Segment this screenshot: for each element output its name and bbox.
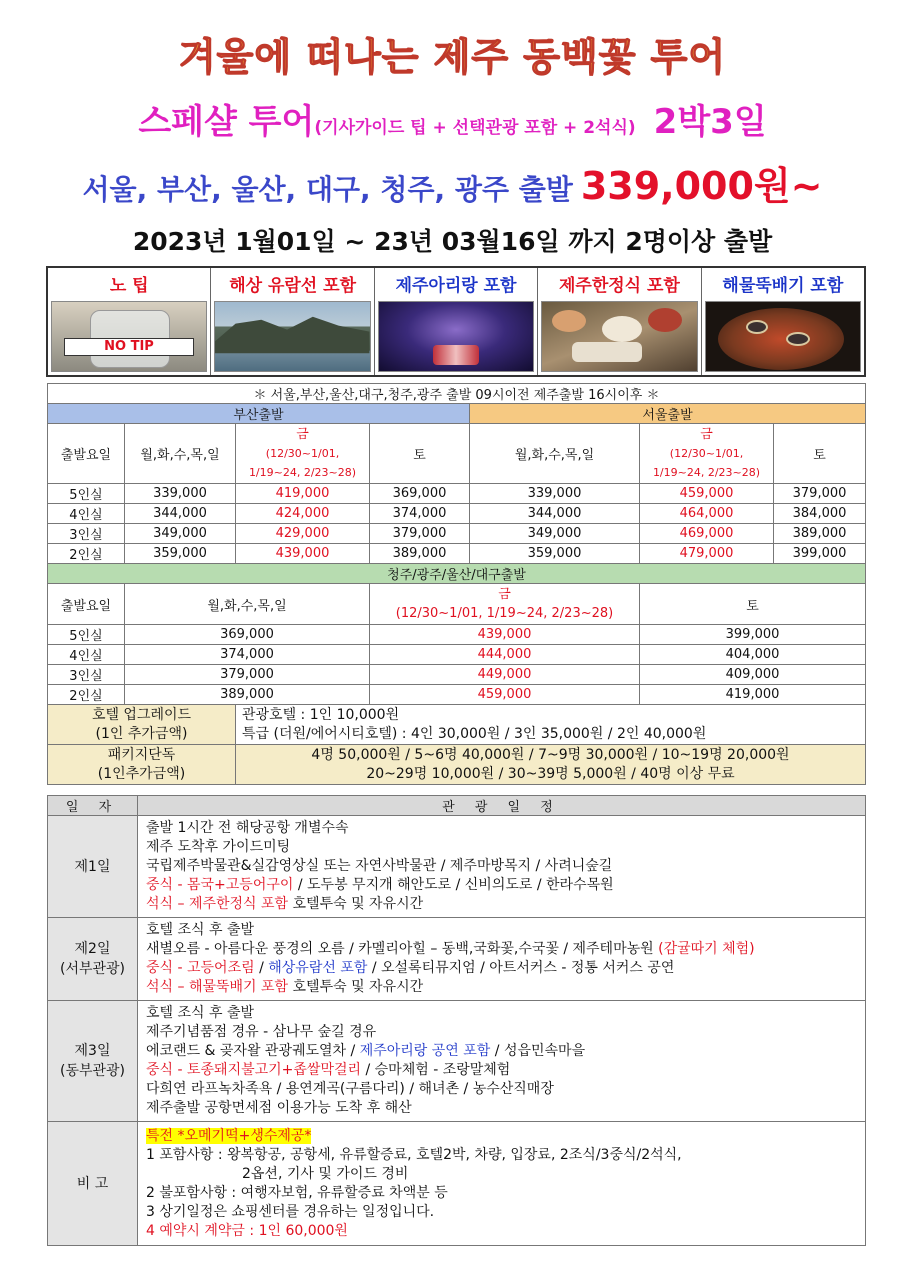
feature-label: 제주아리랑 포함: [395, 276, 517, 296]
upgrade-deluxe-hotel: 특급 (더원/에어시티호텔) : 4인 30,000원 / 3인 35,000원 / 2인 40,000원: [242, 725, 707, 742]
weekday-label: 월,화,수,목,일: [125, 424, 236, 484]
day1-schedule: [138, 816, 866, 918]
schedule-line: 호텔 조식 후 출발: [146, 922, 255, 938]
schedule-line: 다희연 라프녹차족욕 / 용연계곡(구름다리) / 해녀촌 / 농수산직매장: [146, 1081, 554, 1097]
schedule-text: / 도두봉 무지개 해안도로 / 신비의도로 / 한라수목원: [293, 877, 614, 893]
room-type: 4인실: [48, 504, 125, 524]
price-cell: 349,000: [125, 524, 236, 544]
price-table: [47, 383, 866, 785]
price-cell: 389,000: [125, 685, 370, 705]
schedule-line: [146, 895, 857, 914]
price-cell: 344,000: [470, 504, 640, 524]
schedule-text: / 오설록티뮤지엄 / 아트서커스 - 정통 서커스 공연: [367, 960, 675, 976]
no-tip-sign: NO TIP: [64, 338, 194, 356]
feature-strip: [46, 266, 866, 377]
schedule-line: 제주 도착후 가이드미팅: [146, 839, 291, 855]
feature-no-tip: [48, 268, 211, 375]
cruise-note: 해상유람선 포함: [268, 960, 368, 976]
schedule-line: [146, 1061, 857, 1080]
schedule-text: /: [254, 960, 269, 976]
table-row: [48, 544, 866, 564]
departure-cities: 서울, 부산, 울산, 대구, 청주, 광주 출발: [82, 173, 573, 206]
price-cell: 369,000: [125, 625, 370, 645]
page-title: 겨울에 떠나는 제주 동백꽃 투어: [178, 35, 727, 79]
schedule-line: 제주기념품점 경유 - 삼나무 숲길 경유: [146, 1024, 377, 1040]
table-row: [48, 685, 866, 705]
friday-dates: 1/19~24, 2/23~28): [248, 466, 357, 479]
lunch-note: 중식 - 몸국+고등어구이: [146, 877, 294, 893]
feature-cruise: [211, 268, 374, 375]
arirang-stage-image: [378, 301, 534, 372]
price-cell: 384,000: [774, 504, 866, 524]
day-label: 출발요일: [48, 584, 125, 625]
package-sublabel: (1인추가금액): [97, 765, 186, 782]
tour-period: 2023년 1월01일 ~ 23년 03월16일 까지 2명이상 출발: [132, 227, 773, 256]
price-cell: 444,000: [370, 645, 640, 665]
arirang-note: 제주아리랑 공연 포함: [359, 1043, 491, 1059]
departure-time-note: ＊ 서울,부산,울산,대구,청주,광주 출발 09시이전 제주출발 16시이후 ＊: [48, 384, 866, 404]
lunch-note: 중식 - 고등어조림: [146, 960, 255, 976]
remarks-label: 비 고: [48, 1122, 138, 1246]
price-cell: 479,000: [640, 544, 774, 564]
price-cell: 344,000: [125, 504, 236, 524]
feature-label: 제주한정식 포함: [558, 276, 680, 296]
price-cell: 419,000: [236, 484, 370, 504]
friday-label: 금: [498, 587, 511, 602]
weekday-label: 월,화,수,목,일: [470, 424, 640, 484]
upgrade-tourist-hotel: 관광호텔 : 1인 10,000원: [242, 706, 400, 723]
seoul-departure-header: 서울출발: [470, 404, 866, 424]
room-type: 4인실: [48, 645, 125, 665]
price-cell: 469,000: [640, 524, 774, 544]
price-cell: 389,000: [370, 544, 470, 564]
schedule-text: 호텔투숙 및 자유시간: [288, 896, 424, 912]
tour-inclusions-note: (기사가이드 팁 + 선택관광 포함 + 2석식): [314, 118, 636, 138]
package-price-line: 20~29명 10,000원 / 30~39명 5,000원 / 40명 이상 무료: [366, 765, 735, 782]
table-row: [48, 484, 866, 504]
nights-label: 2박3일: [653, 102, 767, 142]
schedule-line: [146, 1042, 857, 1061]
price-cell: 349,000: [470, 524, 640, 544]
feature-ttukbaegi: [702, 268, 864, 375]
friday-dates: (12/30~1/01, 1/19~24, 2/23~28): [395, 606, 614, 621]
table-row: [48, 645, 866, 665]
schedule-line: [146, 876, 857, 895]
day3-schedule: [138, 1001, 866, 1122]
price-cell: 459,000: [640, 484, 774, 504]
schedule-text: 호텔투숙 및 자유시간: [288, 979, 424, 995]
special-tour-label: 스페샬 투어: [138, 102, 315, 142]
price-cell: 409,000: [640, 665, 866, 685]
remarks-content: [138, 1122, 866, 1246]
tour-type-line: [0, 94, 905, 143]
friday-label: 금: [296, 427, 309, 442]
seafood-pot-image: [705, 301, 861, 372]
inclusions-line: 1 포함사항 : 왕복항공, 공항세, 유류할증료, 호텔2박, 차량, 입장료, 2조식/3중식/2석식,: [146, 1146, 682, 1163]
package-label: 패키지단독: [107, 746, 176, 763]
table-row: [48, 504, 866, 524]
feature-label: 해물뚝배기 포함: [722, 276, 844, 296]
price-cell: 464,000: [640, 504, 774, 524]
dinner-note: 석식 – 제주한정식 포함: [146, 896, 289, 912]
departure-price-line: [0, 155, 905, 210]
price-cell: 389,000: [774, 524, 866, 544]
feature-hanjeongsik: [538, 268, 701, 375]
package-price-line: 4명 50,000원 / 5~6명 40,000원 / 7~9명 30,000원 / 10~19명 20,000원: [311, 746, 790, 763]
price-cell: 359,000: [470, 544, 640, 564]
saturday-label: 토: [774, 424, 866, 484]
room-type: 2인실: [48, 685, 125, 705]
no-tip-jar-image: [51, 301, 207, 372]
schedule-line: [146, 940, 857, 959]
schedule-line: [146, 978, 857, 997]
price-cell: 404,000: [640, 645, 866, 665]
schedule-line: 호텔 조식 후 출발: [146, 1005, 255, 1021]
feature-label: 해상 유람선 포함: [229, 276, 356, 296]
friday-dates: (12/30~1/01,: [265, 447, 340, 460]
schedule-line: 제주출발 공항면세점 이용가능 도착 후 해산: [146, 1100, 412, 1116]
table-row: [48, 524, 866, 544]
schedule-text: / 승마체험 - 조랑말체험: [361, 1062, 511, 1078]
busan-departure-header: 부산출발: [48, 404, 470, 424]
price-cell: 449,000: [370, 665, 640, 685]
day3-label: 제3일: [74, 1043, 111, 1059]
deposit-note: 4 예약시 계약금 : 1인 60,000원: [146, 1222, 348, 1239]
itinerary-table: [47, 795, 866, 1246]
price-cell: 439,000: [370, 625, 640, 645]
sea-cliff-image: [214, 301, 370, 372]
day1-label: 제1일: [48, 816, 138, 918]
day2-label-cell: [48, 918, 138, 1001]
lunch-note: 중식 - 토종돼지불고기+좁쌀막걸리: [146, 1062, 362, 1078]
room-type: 2인실: [48, 544, 125, 564]
price-cell: 419,000: [640, 685, 866, 705]
day2-schedule: [138, 918, 866, 1001]
upgrade-sublabel: (1인 추가금액): [95, 725, 188, 742]
schedule-line: [146, 959, 857, 978]
room-type: 5인실: [48, 484, 125, 504]
day3-sublabel: (동부관광): [59, 1063, 126, 1079]
plan-column-header: 관 광 일 정: [138, 796, 866, 816]
day3-label-cell: [48, 1001, 138, 1122]
price-cell: 374,000: [370, 504, 470, 524]
korean-meal-image: [541, 301, 697, 372]
room-type: 3인실: [48, 665, 125, 685]
price-cell: 339,000: [125, 484, 236, 504]
day-column-header: 일 자: [48, 796, 138, 816]
price-cell: 369,000: [370, 484, 470, 504]
price-cell: 399,000: [774, 544, 866, 564]
day2-label: 제2일: [74, 941, 111, 957]
feature-arirang: [375, 268, 538, 375]
friday-dates: (12/30~1/01,: [669, 447, 744, 460]
price-cell: 459,000: [370, 685, 640, 705]
price-cell: 429,000: [236, 524, 370, 544]
price-cell: 399,000: [640, 625, 866, 645]
price-cell: 379,000: [370, 524, 470, 544]
price-cell: 339,000: [470, 484, 640, 504]
schedule-line: 국립제주박물관&실감영상실 또는 자연사박물관 / 제주마방목지 / 사려니숲길: [146, 858, 613, 874]
feature-label: 노 팁: [109, 276, 149, 296]
table-row: [48, 665, 866, 685]
saturday-label: 토: [640, 584, 866, 625]
price-cell: 424,000: [236, 504, 370, 524]
region2-departure-header: 청주/광주/울산/대구출발: [48, 564, 866, 584]
special-benefit: 특전 *오메기떡+생수제공*: [146, 1127, 312, 1144]
tangerine-note: (감귤따기 체험): [658, 941, 755, 957]
shopping-note: 3 상기일정은 쇼핑센터를 경유하는 일정입니다.: [146, 1203, 435, 1220]
schedule-text: / 성읍민속마을: [490, 1043, 586, 1059]
price-cell: 439,000: [236, 544, 370, 564]
day-label: 출발요일: [48, 424, 125, 484]
weekday-label: 월,화,수,목,일: [125, 584, 370, 625]
saturday-label: 토: [370, 424, 470, 484]
day2-sublabel: (서부관광): [59, 961, 126, 977]
schedule-text: 새별오름 - 아름다운 풍경의 오름 / 카멜리아힐 – 동백,국화꽃,수국꽃 / 제주테마농원: [146, 941, 659, 957]
schedule-text: 에코랜드 & 곶자왈 관광궤도열차 /: [146, 1043, 360, 1059]
starting-price: 339,000원~: [580, 164, 823, 208]
room-type: 3인실: [48, 524, 125, 544]
price-cell: 379,000: [774, 484, 866, 504]
table-row: [48, 625, 866, 645]
friday-dates: 1/19~24, 2/23~28): [652, 466, 761, 479]
price-cell: 359,000: [125, 544, 236, 564]
dinner-note: 석식 – 해물뚝배기 포함: [146, 979, 289, 995]
price-cell: 379,000: [125, 665, 370, 685]
upgrade-label: 호텔 업그레이드: [91, 706, 192, 723]
inclusions-line: 2옵션, 기사 및 가이드 경비: [242, 1165, 409, 1182]
friday-label: 금: [700, 427, 713, 442]
schedule-line: 출발 1시간 전 해당공항 개별수속: [146, 820, 349, 836]
price-cell: 374,000: [125, 645, 370, 665]
room-type: 5인실: [48, 625, 125, 645]
exclusions-line: 2 불포함사항 : 여행자보험, 유류할증료 차액분 등: [146, 1184, 448, 1201]
